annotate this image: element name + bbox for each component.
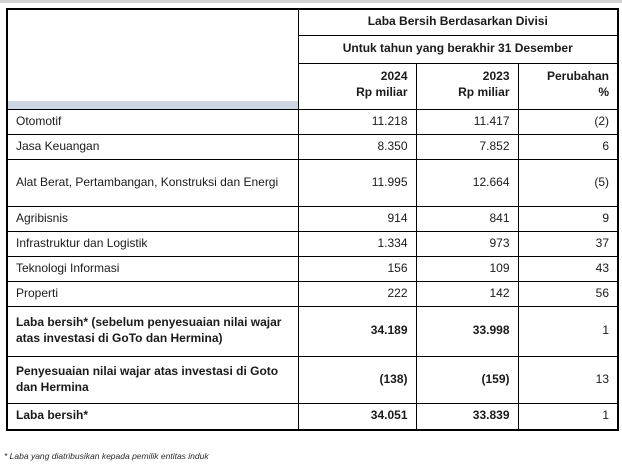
value-change: (2) [518, 109, 618, 134]
row-label: Agribisnis [7, 206, 298, 231]
table-title: Laba Bersih Berdasarkan Divisi [298, 9, 618, 35]
value-2024: 914 [298, 206, 416, 231]
value-2023: 7.852 [416, 134, 518, 159]
value-change: 56 [518, 281, 618, 306]
top-edge-strip [0, 0, 622, 3]
table-row-laba-bersih-sebelum [7, 306, 618, 356]
row-label: Infrastruktur dan Logistik [7, 231, 298, 256]
value-2024: 1.334 [298, 231, 416, 256]
value-2024: 222 [298, 281, 416, 306]
value-2024: 11.218 [298, 109, 416, 134]
value-2023: 33.998 [416, 306, 518, 356]
value-2023: 109 [416, 256, 518, 281]
corner-cell [7, 9, 298, 109]
row-label: Alat Berat, Pertambangan, Konstruksi dan Energi [7, 159, 298, 206]
table-row-teknologi-informasi [7, 256, 618, 281]
row-label: Jasa Keuangan [7, 134, 298, 159]
value-change: 1 [518, 306, 618, 356]
value-2023: 11.417 [416, 109, 518, 134]
value-2024: (138) [298, 356, 416, 403]
column-header-2023-year: 2023 [482, 69, 510, 84]
value-2023: 973 [416, 231, 518, 256]
column-header-2024-year: 2024 [380, 69, 408, 84]
row-label: Laba bersih* (sebelum penyesuaian nilai wajar atas investasi di GoTo dan Hermina) [7, 306, 298, 356]
table-row-laba-bersih [7, 403, 618, 430]
table-row-otomotif [7, 109, 618, 134]
value-2024: 156 [298, 256, 416, 281]
column-header-2024 [298, 63, 416, 109]
table-row-alat-berat [7, 159, 618, 206]
table-row-jasa-keuangan [7, 134, 618, 159]
value-change: 37 [518, 231, 618, 256]
row-label: Teknologi Informasi [7, 256, 298, 281]
column-header-change-unit: % [598, 85, 609, 99]
net-income-by-division-table [6, 8, 619, 431]
value-2024: 34.051 [298, 403, 416, 430]
column-header-change-label: Perubahan [546, 69, 609, 84]
table-row-penyesuaian-nilai-wajar [7, 356, 618, 403]
table-row-properti [7, 281, 618, 306]
column-header-2023-unit: Rp miliar [458, 85, 510, 99]
value-2023: 12.664 [416, 159, 518, 206]
row-label: Otomotif [7, 109, 298, 134]
row-label: Penyesuaian nilai wajar atas investasi di Goto dan Hermina [7, 356, 298, 403]
value-change: 13 [518, 356, 618, 403]
row-label: Laba bersih* [7, 403, 298, 430]
value-change: 6 [518, 134, 618, 159]
column-header-2024-unit: Rp miliar [356, 85, 408, 99]
table-row-infrastruktur [7, 231, 618, 256]
header-highlight-bar [8, 101, 298, 109]
value-2024: 11.995 [298, 159, 416, 206]
column-header-change [518, 63, 618, 109]
column-header-2023 [416, 63, 518, 109]
value-change: 9 [518, 206, 618, 231]
header-row-title [7, 9, 618, 35]
value-2024: 8.350 [298, 134, 416, 159]
footnote: * Laba yang diatribusikan kepada pemilik entitas induk [4, 451, 209, 461]
value-2023: 142 [416, 281, 518, 306]
value-2023: 33.839 [416, 403, 518, 430]
table-subtitle: Untuk tahun yang berakhir 31 Desember [298, 35, 618, 63]
row-label: Properti [7, 281, 298, 306]
value-change: (5) [518, 159, 618, 206]
table-row-agribisnis [7, 206, 618, 231]
value-change: 1 [518, 403, 618, 430]
value-2024: 34.189 [298, 306, 416, 356]
value-change: 43 [518, 256, 618, 281]
value-2023: 841 [416, 206, 518, 231]
value-2023: (159) [416, 356, 518, 403]
